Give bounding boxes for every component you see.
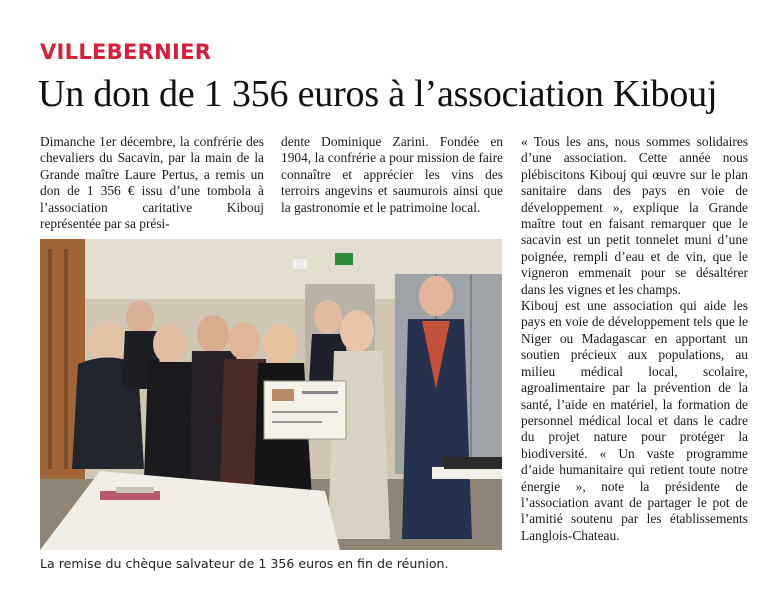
article-headline: Un don de 1 356 euros à l’association Kibouj	[38, 73, 718, 115]
column-2-text: dente Dominique Zarini. Fondée en 1904, la confrérie a pour mission de faire connaître et apprécier les vins des terroirs angevins et saumurois ainsi que la gastronomie et le patrimoine local.	[281, 134, 503, 215]
section-kicker: VILLEBERNIER	[40, 40, 212, 64]
article-column-3	[521, 134, 748, 544]
column-3-paragraph-2: Kibouj est une association qui aide les pays en voie de développement tels que le Niger ou Madagascar en apportant un soutien précieux aux populations, au milieu médical local, scolaire, agroalimentaire par la prévention de la santé, l’aide en matériel, la formation de personnel médical local et dans le cadre du projet nature pour protéger la biodiversité. « Un vaste programme d’aide humanitaire qui retient toute notre énergie », note la présidente de l’association avant de partager le pot de l’amitié soutenu par les établissements Langlois-Chateau.	[521, 298, 748, 543]
group-photo-illustration	[40, 239, 502, 550]
article-column-1	[40, 134, 264, 232]
article-column-2	[281, 134, 503, 216]
photo-caption: La remise du chèque salvateur de 1 356 euros en fin de réunion.	[40, 556, 449, 571]
group-photo	[40, 239, 502, 550]
column-3-paragraph-1: « Tous les ans, nous sommes solidaires d’une association. Cette année nous plébiscitons Kibouj qui œuvre sur le plan sanitaire dans des pays en voie de développement », explique la Grande maître tout en faisant remarquer que le sacavin est un petit tonnelet muni d’une poignée, rempli d’eau et de vin, que le vigneron emmenait pour se désaltérer dans les vignes et les champs.	[521, 134, 748, 297]
column-1-text: Dimanche 1er décembre, la confrérie des chevaliers du Sacavin, par la main de la Grande maître Laure Pertus, a remis un don de 1 356 € issu d’une tombola à l’association caritative Kibouj représentée par sa prési-	[40, 134, 264, 232]
